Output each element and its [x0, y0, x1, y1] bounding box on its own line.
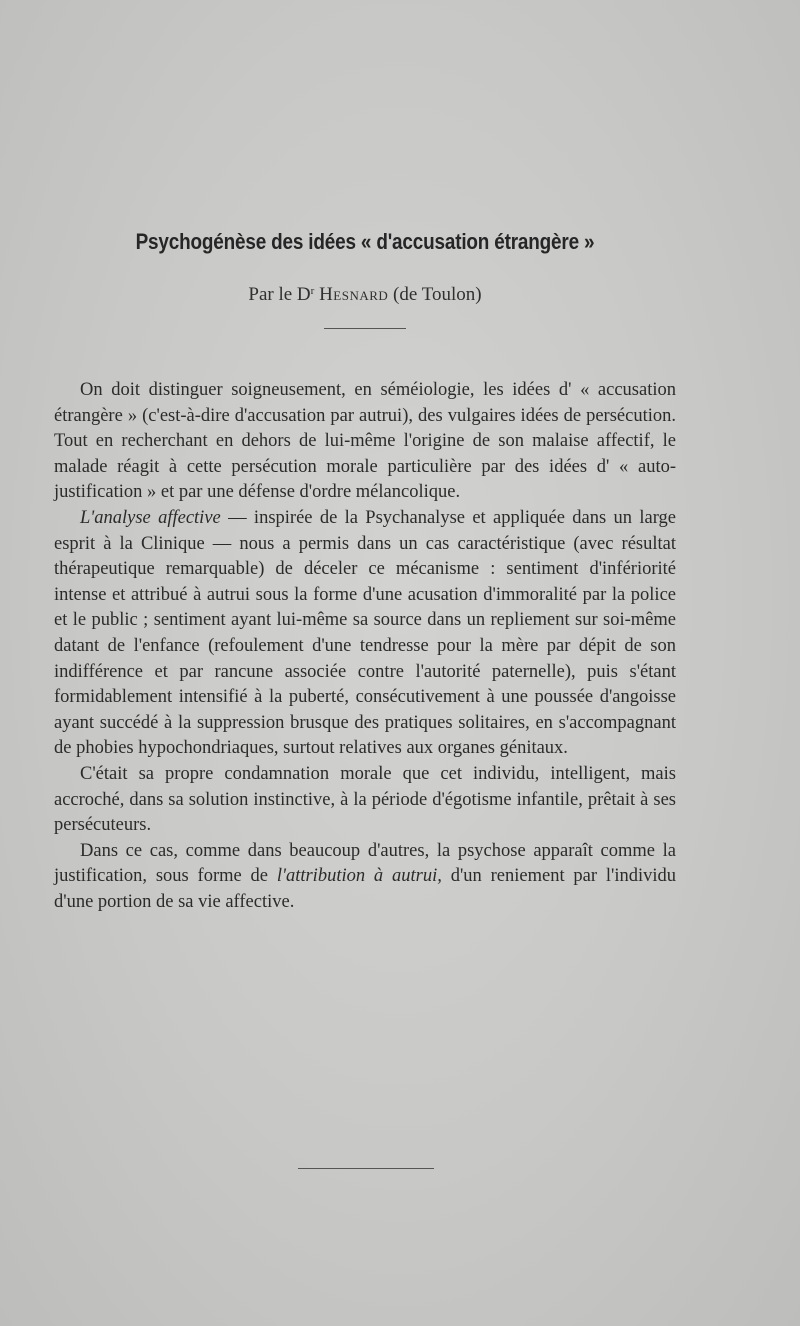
paragraph: [54, 506, 676, 762]
document-page: [54, 0, 676, 1326]
byline-prefix: Par le D: [248, 284, 311, 305]
paragraph-text: On doit distinguer soigneusement, en séméiologie, les idées d' « accusation étrangère » (c'est-à-dire d'accusation par autrui), des vulgaires idées de persécution. Tout en recherchant en dehors de lui-même l'origine de son malaise affectif, le malade réagit à cette persécution morale particulière par des idées d' « auto-justification » et par une défense d'ordre mélancolique.: [54, 380, 676, 503]
article-body: [54, 378, 676, 915]
byline-title-superscript: r: [310, 285, 315, 297]
end-divider: [298, 1168, 434, 1169]
italic-text: L'analyse affective: [80, 507, 221, 528]
title-divider: [324, 328, 406, 329]
paragraph-text: Dans ce cas, comme dans beaucoup d'autres, la psychose apparaît comme la justification, sous forme de: [54, 840, 676, 887]
article-byline: [54, 284, 676, 306]
italic-text: l'attribution à autrui,: [276, 866, 442, 887]
paragraph: [54, 839, 676, 916]
paragraph-text: C'était sa propre condamnation morale que cet individu, intelligent, mais accroché, dans sa solution instinctive, à la période d'égotisme infantile, prêtait à ses persécuteurs.: [54, 763, 676, 836]
paragraph-text: — inspirée de la Psychanalyse et appliquée dans un large esprit à la Clinique — nous a permis dans un cas caractéristique (avec résultat thérapeutique remarquable) de déceler ce mécanisme : sentiment d'infériorité intense et attribué à autrui sous la forme d'une acusation d'immoralité par la police et le public ; sentiment ayant lui-même sa source dans un repliement sur soi-même datant de l'enfance (refoulement d'une tendresse pour la mère par dépit de son indifférence et par rancune associée contre l'autorité paternelle), puis s'étant formidablement intensifié à la puberté, consécutivement à une poussée d'angoisse ayant succédé à la suppression brusque des pratiques solitaires, en s'accompagnant de phobies hypochondriaques, surtout relatives aux organes génitaux.: [54, 507, 676, 759]
paragraph: [54, 762, 676, 839]
byline-suffix: (de Toulon): [388, 284, 482, 305]
paragraph-text: d'un reniement par l'individu d'une portion de sa vie affective.: [54, 866, 677, 912]
article-title: Psychogénèse des idées « d'accusation étrangère »: [135, 229, 595, 254]
author-name: Hesnard: [319, 284, 389, 305]
paragraph: [54, 378, 676, 506]
